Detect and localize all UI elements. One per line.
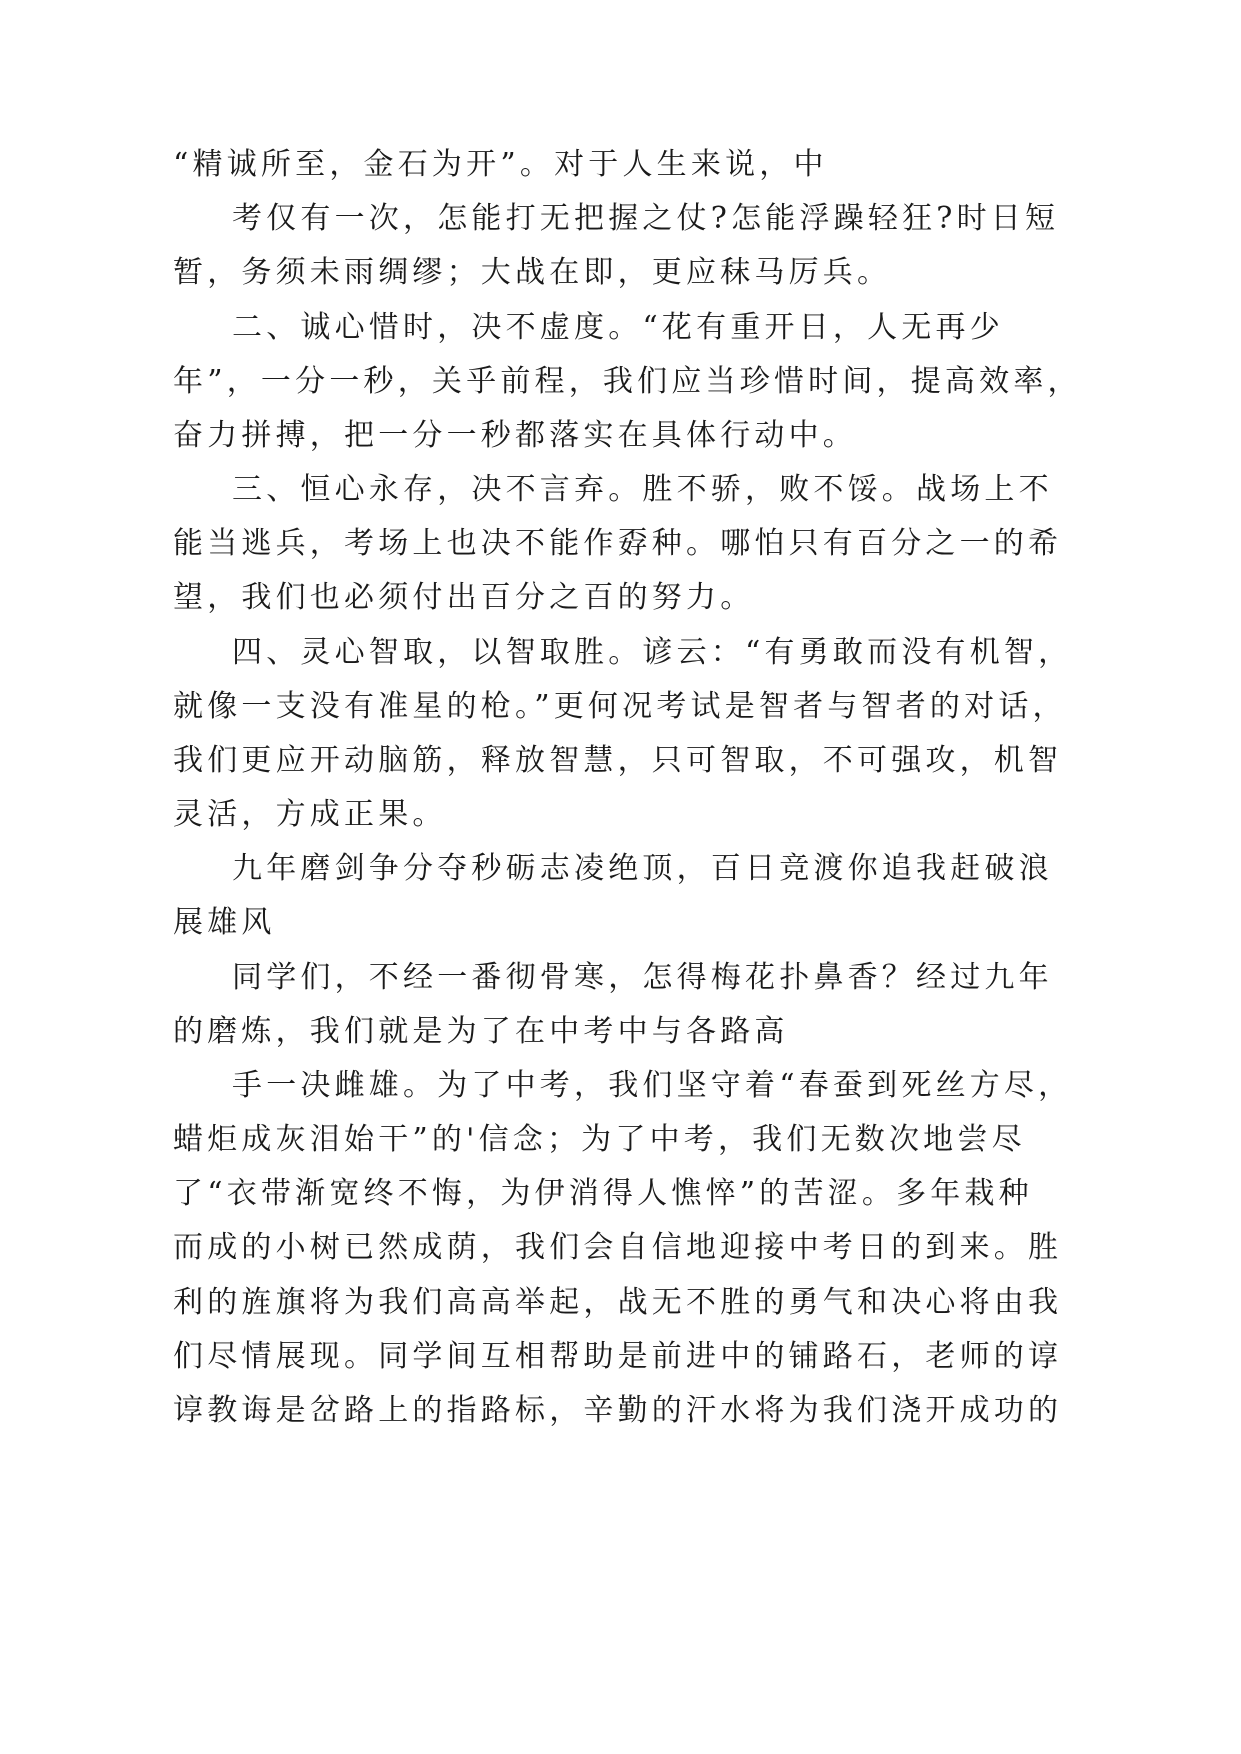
text-line: 二、诚心惜时，决不虚度。“花有重开日，人无再少 [232,310,1004,345]
text-line: 就像一支没有准星的枪。”更何况考试是智者与智者的对话， [173,689,1067,724]
text-line: 九年磨剑争分夺秒砺志凌绝顶，百日竞渡你追我赶破浪 [232,851,1053,886]
text-line: 奋力拼搏，把一分一秒都落实在具体行动中。 [173,418,857,453]
text-line: 暂，务须未雨绸缪；大战在即，更应秣马厉兵。 [173,255,892,290]
text-line: 展雄风 [173,905,276,940]
text-line: 能当逃兵，考场上也决不能作孬种。哪怕只有百分之一的希 [173,526,1063,561]
text-line: 手一决雌雄。为了中考，我们坚守着“春蚕到死丝方尽， [232,1068,1073,1103]
text-line: 望，我们也必须付出百分之百的努力。 [173,580,755,615]
text-line: 蜡炬成灰泪始干”的'信念；为了中考，我们无数次地尝尽 [173,1122,1026,1157]
text-line: 利的旌旗将为我们高高举起，战无不胜的勇气和决心将由我 [173,1285,1063,1320]
text-line: 我们更应开动脑筋，释放智慧，只可智取，不可强攻，机智 [173,743,1063,778]
text-line: 谆教诲是岔路上的指路标，辛勤的汗水将为我们浇开成功的 [173,1393,1063,1428]
text-line: 考仅有一次，怎能打无把握之仗?怎能浮躁轻狂?时日短 [232,201,1060,236]
text-line: 的磨炼，我们就是为了在中考中与各路高 [173,1014,789,1049]
text-line: 灵活，方成正果。 [173,797,447,832]
text-line: 三、恒心永存，决不言弃。胜不骄，败不馁。战场上不 [232,472,1053,507]
text-line: 了“衣带渐宽终不悔，为伊消得人憔悴”的苦涩。多年栽种 [173,1176,1033,1211]
text-line: “精诚所至，金石为开”。对于人生来说，中 [173,147,828,182]
text-line: 们尽情展现。同学间互相帮助是前进中的铺路石，老师的谆 [173,1339,1063,1374]
text-line: 年”，一分一秒，关乎前程，我们应当珍惜时间，提高效率， [173,364,1082,399]
text-line: 而成的小树已然成荫，我们会自信地迎接中考日的到来。胜 [173,1230,1063,1265]
text-line: 四、灵心智取，以智取胜。谚云：“有勇敢而没有机智， [232,635,1073,670]
text-line: 同学们，不经一番彻骨寒，怎得梅花扑鼻香？经过九年 [232,960,1053,995]
